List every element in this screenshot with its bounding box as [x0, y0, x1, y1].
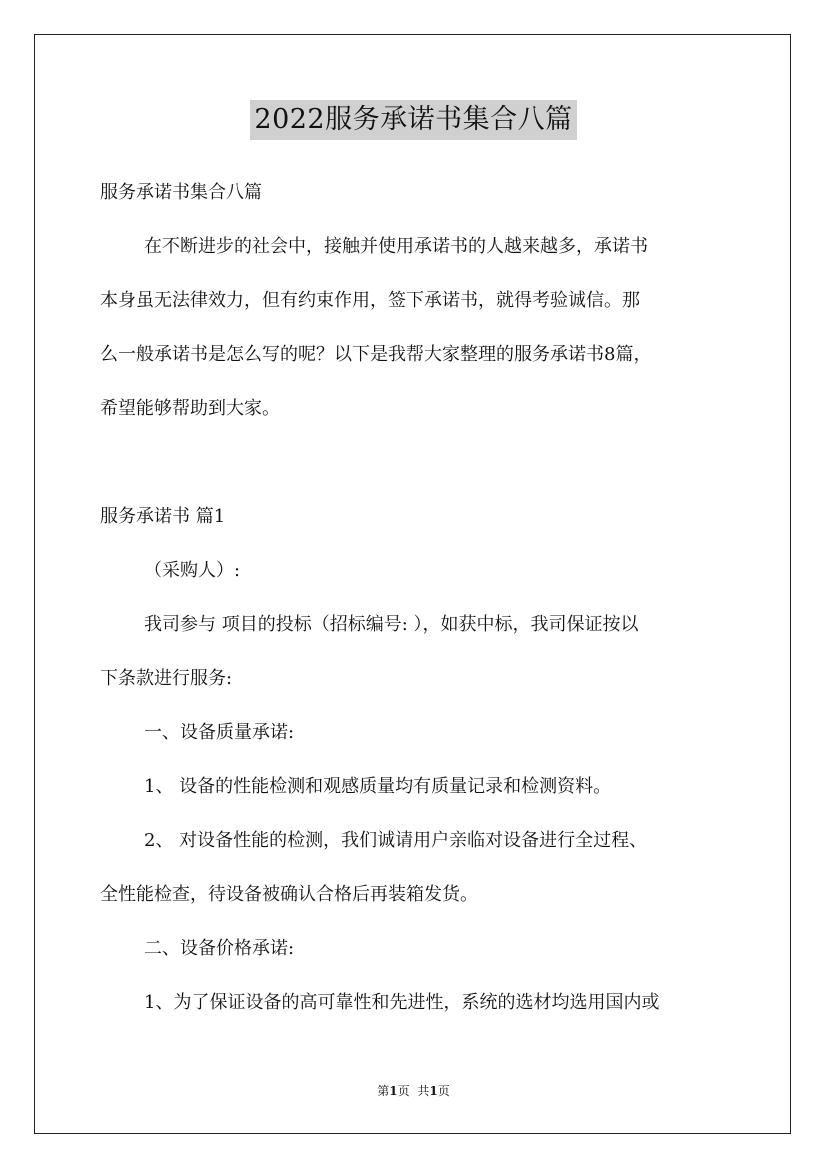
- body-line: 一、设备质量承诺:: [144, 722, 295, 743]
- body-line: 二、设备价格承诺:: [144, 938, 295, 959]
- intro-line: 在不断进步的社会中，接触并使用承诺书的人越来越多，承诺书: [144, 236, 648, 257]
- footer-total-prefix: 共: [417, 1084, 430, 1098]
- page-footer: [0, 1082, 827, 1099]
- intro-line: 么一般承诺书是怎么写的呢？以下是我帮大家整理的服务承诺书8篇，: [100, 344, 652, 365]
- body-line: 全性能检查，待设备被确认合格后再装箱发货。: [100, 884, 478, 905]
- body-line: 我司参与 项目的投标（招标编号: ），如获中标，我司保证按以: [144, 614, 639, 635]
- document-title: 2022服务承诺书集合八篇: [250, 100, 576, 140]
- title-container: [0, 100, 827, 140]
- footer-page-prefix: 第: [377, 1084, 390, 1098]
- body-line: 2、 对设备性能的检测，我们诚请用户亲临对设备进行全过程、: [144, 830, 648, 851]
- body-line: 1、 设备的性能检测和观感质量均有质量记录和检测资料。: [144, 776, 612, 797]
- addressee: （采购人）:: [144, 560, 241, 581]
- document-subtitle: 服务承诺书集合八篇: [100, 182, 262, 203]
- intro-line: 希望能够帮助到大家。: [100, 398, 280, 419]
- document-body: [100, 170, 740, 1034]
- intro-line: 本身虽无法律效力，但有约束作用，签下承诺书，就得考验诚信。那: [100, 290, 640, 311]
- body-line: 1、为了保证设备的高可靠性和先进性，系统的选材均选用国内或: [144, 992, 660, 1013]
- paragraph-spacer: [100, 440, 740, 494]
- footer-total-suffix: 页: [437, 1084, 450, 1098]
- footer-page-number: 1: [389, 1084, 398, 1098]
- section-heading: 服务承诺书 篇1: [100, 506, 226, 527]
- footer-total-number: 1: [429, 1084, 438, 1098]
- body-line: 下条款进行服务:: [100, 668, 233, 689]
- footer-page-suffix: 页: [397, 1084, 410, 1098]
